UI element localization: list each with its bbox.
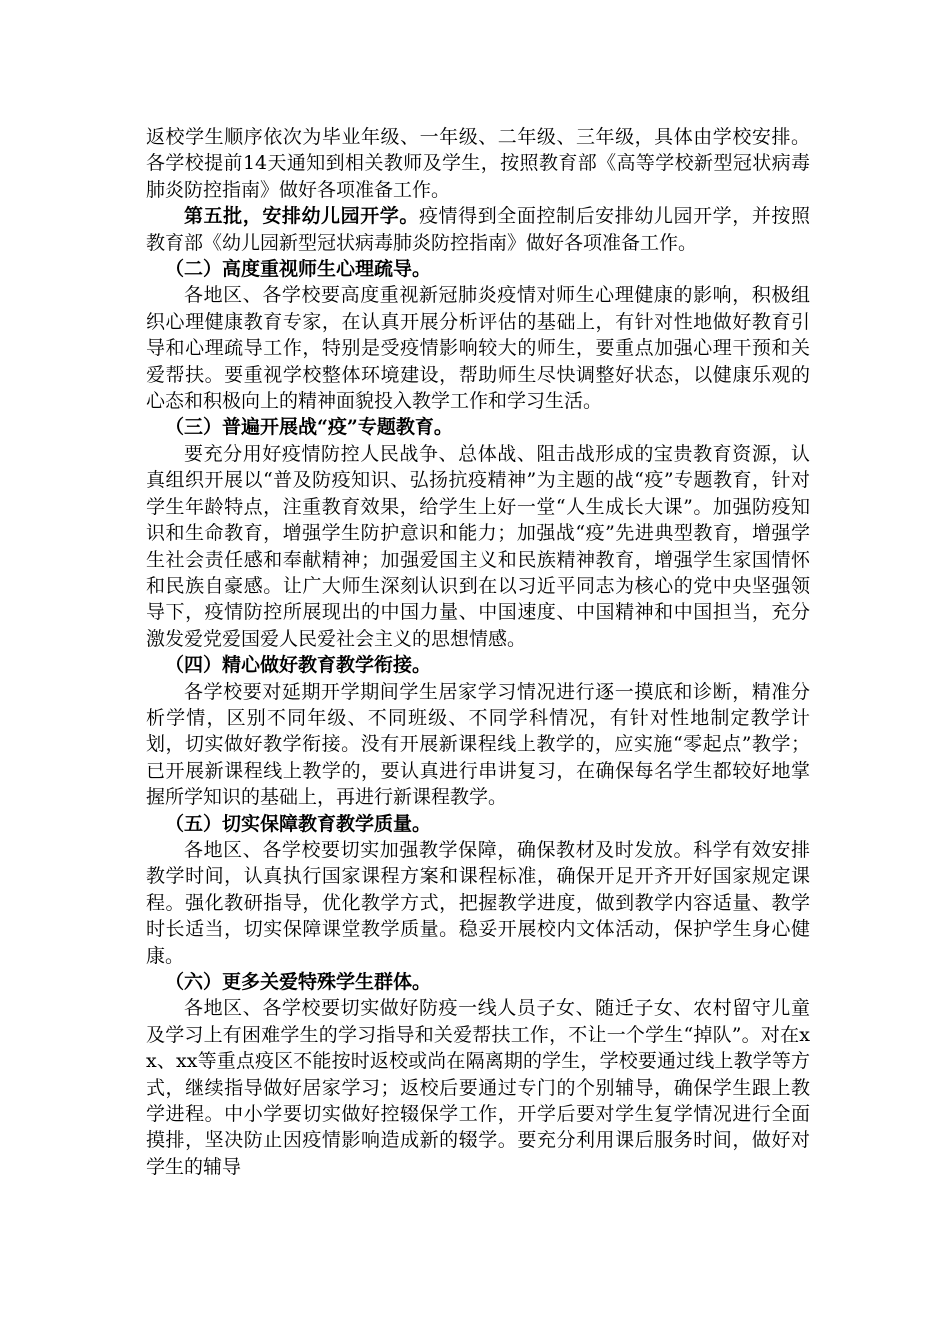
paragraph-epidemic-education: 要充分用好疫情防控人民战争、总体战、阻击战形成的宝贵教育资源，认真组织开展以“普及防疫知识、弘扬抗疫精神”为主题的战“疫”专题教育，针对学生年龄特点，注重教育效果，给学生上好一堂“人生成长大课”。加强防疫知识和生命教育，增强学生防护意识和能力；加强战“疫”先进典型教育，增强学生社会责任感和奉献精神；加强爱国主义和民族精神教育，增强学生家国情怀和民族自豪感。让广大师生深刻认识到在以习近平同志为核心的党中央坚强领导下，疫情防控所展现出的中国力量、中国速度、中国精神和中国担当，充分激发爱党爱国爱人民爱社会主义的思想情感。	[146, 442, 810, 650]
paragraph-teaching-quality: 各地区、各学校要切实加强教学保障，确保教材及时发放。科学有效安排教学时间，认真执行国家课程方案和课程标准，确保开足开齐开好国家规定课程。强化教研指导，优化教学方式，把握教学进度，做到教学内容适量、教学时长适当，切实保障课堂教学质量。稳妥开展校内文体活动，保护学生身心健康。	[146, 838, 810, 967]
document-page	[146, 124, 810, 1180]
batch-five-body: 疫情得到全面控制后安排幼儿园开学，并按照教育部《幼儿园新型冠状病毒肺炎防控指南》做好各项准备工作。	[146, 205, 810, 254]
paragraph-special-students: 各地区、各学校要切实做好防疫一线人员子女、随迁子女、农村留守儿童及学习上有困难学生的学习指导和关爱帮扶工作，不让一个学生“掉队”。对在xx、xx等重点疫区不能按时返校或尚在隔离期的学生，学校要通过线上教学等方式，继续指导做好居家学习；返校后要通过专门的个别辅导，确保学生跟上教学进程。中小学要切实做好控辍保学工作，开学后要对学生复学情况进行全面摸排，坚决防止因疫情影响造成新的辍学。要充分利用课后服务时间，做好对学生的辅导	[146, 997, 810, 1178]
paragraph-return-order: 返校学生顺序依次为毕业年级、一年级、二年级、三年级，具体由学校安排。各学校提前14天通知到相关教师及学生，按照教育部《高等学校新型冠状病毒肺炎防控指南》做好各项准备工作。	[146, 126, 810, 201]
paragraph-psychological-guidance: 各地区、各学校要高度重视新冠肺炎疫情对师生心理健康的影响，积极组织心理健康教育专家，在认真开展分析评估的基础上，有针对性地做好教育引导和心理疏导工作，特别是受疫情影响较大的师生，要重点加强心理干预和关爱帮扶。要重视学校整体环境建设，帮助师生尽快调整好状态，以健康乐观的心态和积极向上的精神面貌投入教学工作和学习生活。	[146, 284, 810, 413]
heading-special-students: （六）更多关爱特殊学生群体。	[165, 971, 432, 993]
paragraph-batch-five	[146, 203, 810, 256]
heading-psychological-guidance: （二）高度重视师生心理疏导。	[165, 258, 432, 281]
heading-epidemic-education: （三）普遍开展战“疫”专题教育。	[165, 416, 453, 439]
batch-five-lead: 第五批，安排幼儿园开学。	[184, 205, 419, 228]
heading-teaching-quality: （五）切实保障教育教学质量。	[165, 812, 432, 835]
paragraph-teaching-connection: 各学校要对延期开学期间学生居家学习情况进行逐一摸底和诊断，精准分析学情，区别不同年级、不同班级、不同学科情况，有针对性地制定教学计划，切实做好教学衔接。没有开展新课程线上教学的，应实施“零起点”教学；已开展新课程线上教学的，要认真进行串讲复习，在确保每名学生都较好地掌握所学知识的基础上，再进行新课程教学。	[146, 680, 810, 809]
heading-teaching-connection: （四）精心做好教育教学衔接。	[165, 654, 432, 677]
